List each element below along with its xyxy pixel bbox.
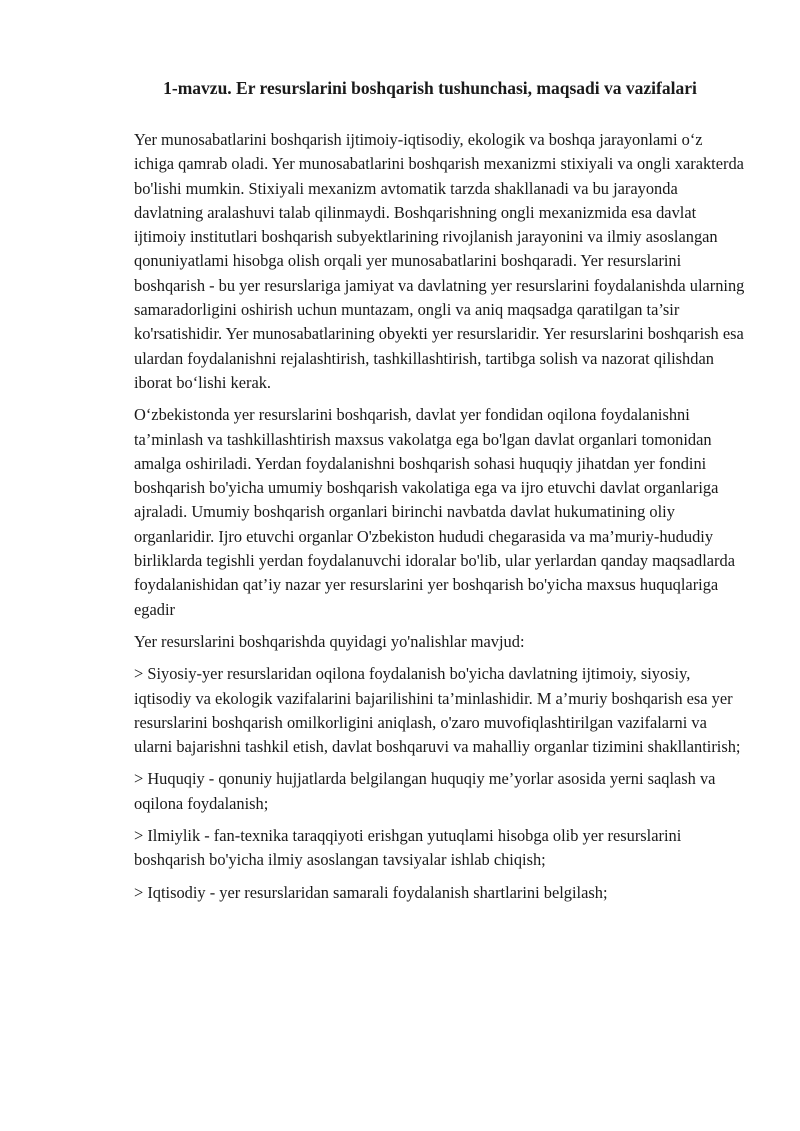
list-item-economic: > Iqtisodiy - yer resurslaridan samarali foydalanish shartlarini belgilash; (134, 882, 608, 902)
list-item-legal: > Huquqiy - qonuniy hujjatlarda belgilangan huquqiy me’yorlar asosida yerni saqlash va oqilona foydalanish; (134, 769, 716, 813)
paragraph-directions-heading: Yer resurslarini boshqarishda quyidagi yo'nalishlar mavjud: (134, 631, 525, 651)
list-item-political: > Siyosiy-yer resurslaridan oqilona foydalanish bo'yicha davlatning ijtimoiy, siyosiy, iqtisodiy va ekologik vazifalarini bajarilishini ta’minlashidir. M a’muriy boshqarish esa yer resurslarini boshqarish omilkorligini aniqlash, o'zaro muvofiqlashtirilgan vazifalarni va ularni bajarishni tashkil etish, davlat boshqaruvi va mahalliy organlar tizimini shakllantirish; (134, 664, 741, 757)
paragraph-uzbekistan: O‘zbekistonda yer resurslarini boshqarish, davlat yer fondidan oqilona foydalanishni ta’minlash va tashkillashtirish maxsus vakolatga ega bo'lgan davlat organlari tomonidan amalga oshiriladi. Yerdan foydalanishni boshqarish sohasi huquqiy jihatdan yer fondini boshqarish bo'yicha umumiy boshqarish vakolatiga ega va ijro etuvchi davlat organlariga ajraladi. Umumiy boshqarish organlari birinchi navbatda davlat hukumatining oliy organlaridir. Ijro etuvchi organlar O'zbekiston hududi chegarasida va ma’muriy-hududiy birliklarda tegishli yerdan foydalanuvchi idoralar bo'lib, ular yerlardan qanday maqsadlarda foydalanishidan qat’iy nazar yer resurslarini yer boshqarish bo'yicha maxsus huquqlariga egadir (134, 405, 735, 619)
list-item-scientific: > Ilmiylik - fan-texnika taraqqiyoti erishgan yutuqlami hisobga olib yer resurslarini boshqarish bo'yicha ilmiy asoslangan tavsiyalar ishlab chiqish; (134, 826, 682, 870)
paragraph-intro: Yer munosabatlarini boshqarish ijtimoiy-iqtisodiy, ekologik va boshqa jarayonlami o‘z ichiga qamrab oladi. Yer munosabatlarini boshqarish mexanizmi stixiyali va ongli xarakterda bo'lishi mumkin. Stixiyali mexanizm avtomatik tarzda shakllanadi va bu jarayonda davlatning aralashuvi talab qilinmaydi. Boshqarishning ongli mexanizmida esa davlat ijtimoiy institutlari boshqarish subyektlarining rivojlanish jarayonini va ilmiy asoslangan qonuniyatlami hisobga olish orqali yer munosabatlarini boshqaradi. Yer resurslarini boshqarish - bu yer resurslariga jamiyat va davlatning yer resurslarini foydalanishda ularning samaradorligini oshirish uchun muntazam, ongli va aniq maqsadga qaratilgan ta’sir ko'rsatishidir. Yer munosabatlarining obyekti yer resurslaridir. Yer resurslarini boshqarish esa ulardan foydalanishni rejalashtirish, tashkillashtirish, tartibga solish va nazorat qilishdan iborat bo‘lishi kerak. (134, 130, 745, 392)
document-title: 1-mavzu. Er resurslarini boshqarish tushunchasi, maqsadi va vazifalari (163, 78, 697, 98)
document-body (134, 128, 746, 913)
